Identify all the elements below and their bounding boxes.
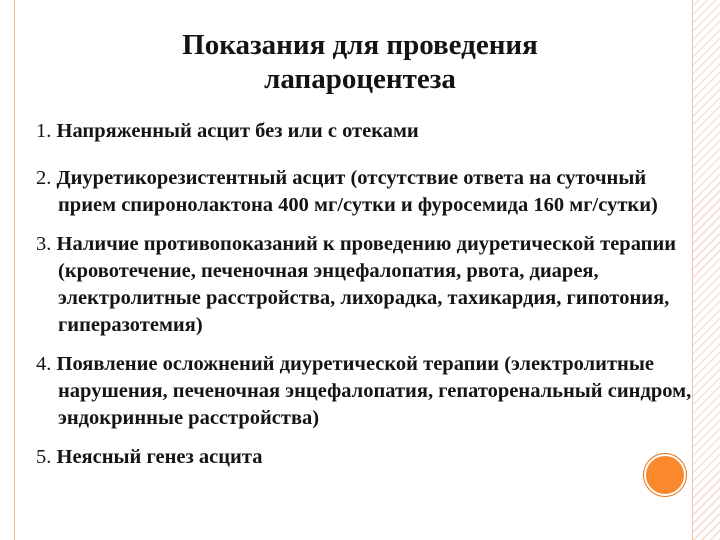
list-item-text: Неясный генез асцита	[56, 446, 263, 468]
list-item-text: Диуретикорезистентный асцит (отсутствие ответа на суточный прием спиронолактона 400 мг/сутки и фуросемида 160 мг/сутки)	[56, 167, 658, 216]
indications-list	[36, 118, 704, 471]
list-item	[36, 165, 704, 219]
list-item-number: 5.	[36, 446, 52, 468]
list-item	[36, 351, 704, 432]
list-item-number: 2.	[36, 167, 52, 189]
list-item-number: 3.	[36, 233, 52, 255]
list-item-text: Наличие противопоказаний к проведению диуретической терапии (кровотечение, печеночная энцефалопатия, рвота, диарея, электролитные расстройства, лихорадка, тахикардия, гипотония, гиперазотемия)	[56, 233, 677, 336]
orange-circle-decoration	[644, 454, 686, 496]
slide-title-line-2: лапароцентеза	[264, 63, 456, 95]
list-item-number: 4.	[36, 353, 52, 375]
list-item	[36, 444, 704, 471]
list-item	[36, 118, 704, 145]
slide-title-line-1: Показания для проведения	[182, 29, 538, 61]
list-item	[36, 231, 704, 339]
list-item-number: 1.	[36, 120, 52, 142]
list-item-text: Появление осложнений диуретической терапии (электролитные нарушения, печеночная энцефалопатия, гепаторенальный синдром, эндокринные расстройства)	[56, 353, 692, 429]
slide-title	[0, 28, 720, 96]
list-item-text: Напряженный асцит без или с отеками	[56, 120, 419, 142]
